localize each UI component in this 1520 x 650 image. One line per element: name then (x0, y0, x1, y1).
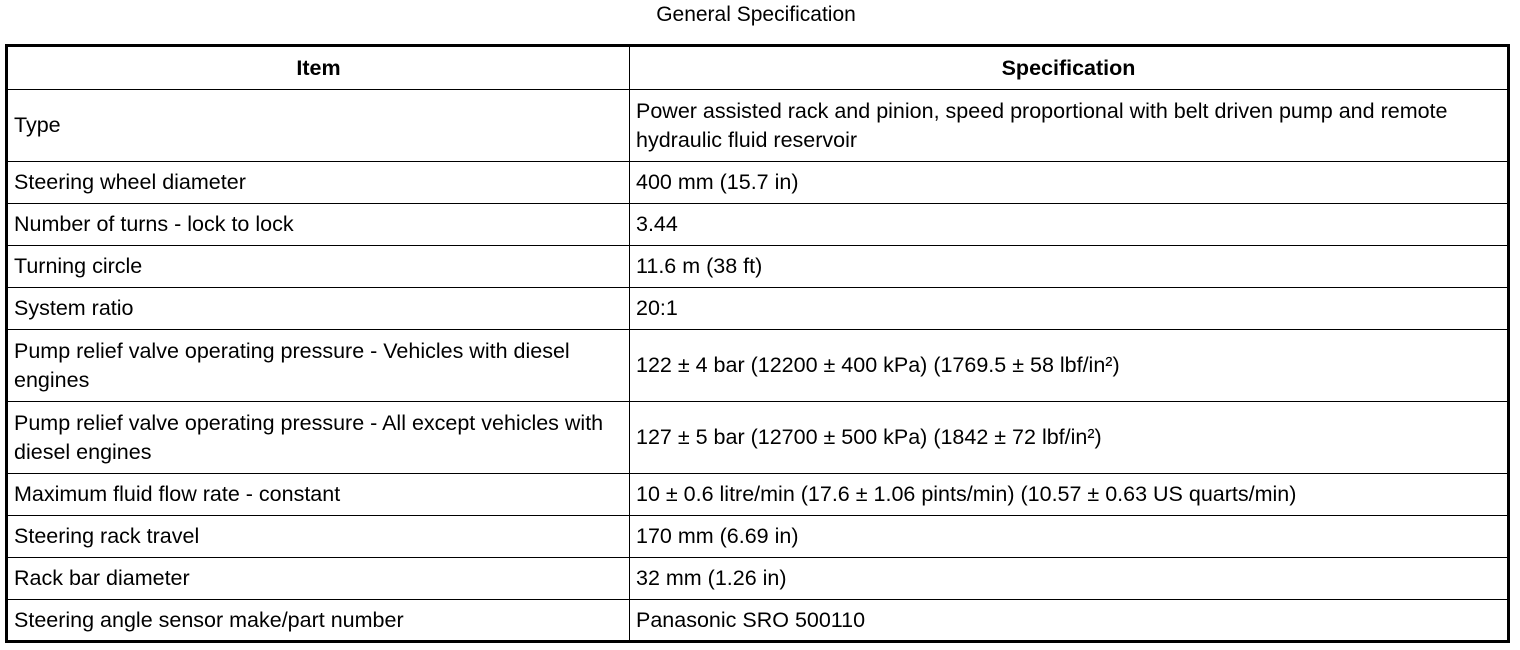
item-cell: Maximum fluid flow rate - constant (7, 474, 630, 516)
specification-cell: 10 ± 0.6 litre/min (17.6 ± 1.06 pints/min) (10.57 ± 0.63 US quarts/min) (630, 474, 1509, 516)
item-cell: Turning circle (7, 246, 630, 288)
table-row (7, 162, 1509, 204)
table-row (7, 474, 1509, 516)
column-header-specification: Specification (630, 46, 1509, 90)
specification-cell: 32 mm (1.26 in) (630, 558, 1509, 600)
item-cell: System ratio (7, 288, 630, 330)
specification-cell: 127 ± 5 bar (12700 ± 500 kPa) (1842 ± 72 lbf/in²) (630, 402, 1509, 474)
column-header-item: Item (7, 46, 630, 90)
item-cell: Rack bar diameter (7, 558, 630, 600)
table-row (7, 204, 1509, 246)
table-row (7, 558, 1509, 600)
table-row (7, 288, 1509, 330)
specification-cell: Power assisted rack and pinion, speed proportional with belt driven pump and remote hydraulic fluid reservoir (630, 90, 1509, 162)
specification-table (5, 44, 1510, 643)
table-row (7, 600, 1509, 642)
specification-cell: 170 mm (6.69 in) (630, 516, 1509, 558)
table-row (7, 330, 1509, 402)
table-row (7, 402, 1509, 474)
item-cell: Steering angle sensor make/part number (7, 600, 630, 642)
table-header-row (7, 46, 1509, 90)
specification-cell: 122 ± 4 bar (12200 ± 400 kPa) (1769.5 ± 58 lbf/in²) (630, 330, 1509, 402)
item-cell: Type (7, 90, 630, 162)
item-cell: Steering rack travel (7, 516, 630, 558)
item-cell: Number of turns - lock to lock (7, 204, 630, 246)
table-row (7, 516, 1509, 558)
item-cell: Pump relief valve operating pressure - All except vehicles with diesel engines (7, 402, 630, 474)
specification-cell: 400 mm (15.7 in) (630, 162, 1509, 204)
item-cell: Pump relief valve operating pressure - Vehicles with diesel engines (7, 330, 630, 402)
specification-cell: 20:1 (630, 288, 1509, 330)
item-cell: Steering wheel diameter (7, 162, 630, 204)
specification-cell: 11.6 m (38 ft) (630, 246, 1509, 288)
table-row (7, 246, 1509, 288)
page-title: General Specification (656, 3, 856, 26)
specification-cell: 3.44 (630, 204, 1509, 246)
table-row (7, 90, 1509, 162)
specification-cell: Panasonic SRO 500110 (630, 600, 1509, 642)
